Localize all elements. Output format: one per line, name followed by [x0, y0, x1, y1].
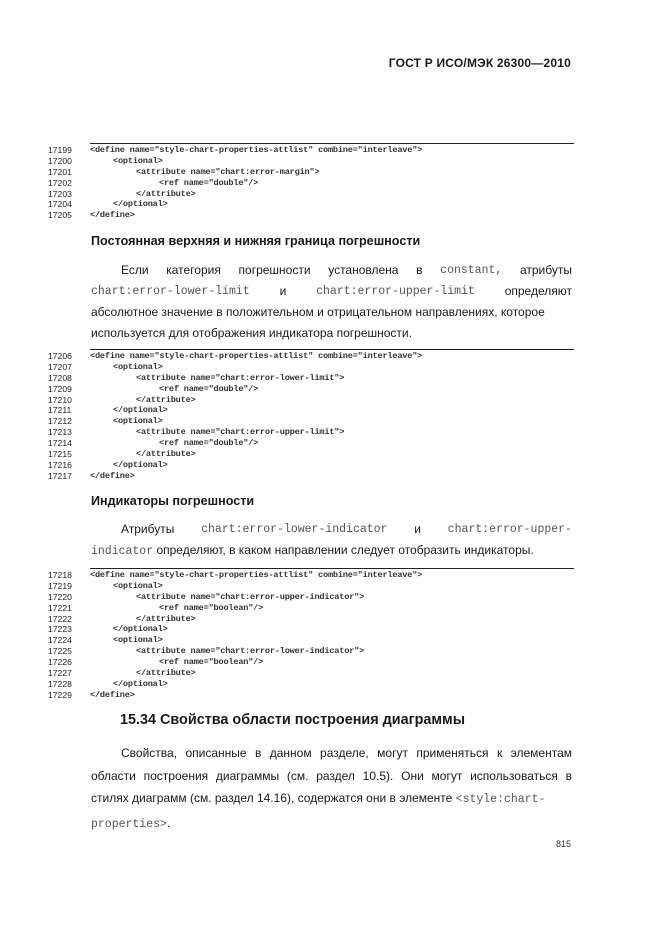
line-number: 17204 [48, 199, 72, 210]
word: атрибуты [519, 263, 572, 277]
line-number: 17205 [48, 210, 72, 221]
inline-code: chart:error-upper- [447, 523, 572, 536]
code-line [48, 427, 574, 438]
code-line [48, 156, 574, 167]
code-text: </attribute> [136, 188, 196, 199]
code-line [48, 384, 574, 395]
line-number: 17222 [48, 613, 72, 624]
code-line [48, 635, 574, 646]
line-number: 17216 [48, 459, 72, 470]
code-text: <attribute name="chart:error-lower-indicator"> [136, 646, 365, 657]
code-text: <optional> [113, 580, 163, 591]
code-text: <ref name="boolean"/> [159, 657, 264, 668]
word: установлена [328, 263, 399, 277]
code-line [48, 416, 574, 427]
code-line [48, 679, 574, 690]
code-line [48, 395, 574, 406]
code-text: <ref name="double"/> [159, 177, 259, 188]
line-number: 17206 [48, 351, 72, 361]
code-line [48, 603, 574, 614]
code-line [48, 581, 574, 592]
line-number: 17221 [48, 602, 72, 613]
code-listing-3 [48, 568, 574, 701]
code-line [48, 362, 574, 373]
line-number: 17215 [48, 449, 72, 460]
code-line [48, 668, 574, 679]
code-line [48, 199, 574, 210]
line-number: 17201 [48, 166, 72, 177]
word: и [279, 284, 287, 298]
line-number: 17229 [48, 689, 72, 700]
line-number: 17211 [48, 405, 72, 416]
line-number: 17199 [48, 145, 72, 155]
paragraph-line: области построения диаграммы (см. раздел 10.5). Они могут использоваться в [91, 768, 572, 783]
code-text: </optional> [113, 678, 168, 689]
paragraph-15-34 [91, 742, 572, 836]
heading-error-indicators: Индикаторы погрешности [91, 494, 255, 508]
inline-code: chart:error-upper-limit [316, 285, 475, 298]
line-number: 17207 [48, 361, 72, 372]
line-number: 17225 [48, 646, 72, 657]
code-text: <ref name="double"/> [159, 383, 259, 394]
code-line [48, 449, 574, 460]
code-text: <ref name="double"/> [159, 438, 259, 449]
paragraph-line: Свойства, описанные в данном разделе, могут применяться к элементам [121, 746, 572, 760]
code-text: <attribute name="chart:error-upper-indicator"> [136, 591, 365, 602]
line-number: 17200 [48, 155, 72, 166]
code-text: <define name="style-chart-properties-attlist" combine="interleave"> [90, 570, 423, 580]
line-number: 17209 [48, 383, 72, 394]
code-line [48, 592, 574, 603]
code-text: </optional> [113, 624, 168, 635]
inline-code: properties> [91, 817, 167, 831]
line-number: 17228 [48, 678, 72, 689]
inline-code: <style:chart- [455, 793, 546, 806]
code-text: <define name="style-chart-properties-attlist" combine="interleave"> [90, 351, 423, 361]
line-number: 17226 [48, 657, 72, 668]
line-number: 17217 [48, 470, 72, 481]
code-text: </define> [90, 210, 135, 221]
code-line [48, 690, 574, 701]
code-text: <ref name="boolean"/> [159, 602, 264, 613]
line-number: 17212 [48, 416, 72, 427]
code-line [48, 189, 574, 200]
code-text: <optional> [113, 155, 163, 166]
word: Если [121, 263, 149, 277]
code-line [48, 460, 574, 471]
section-title-15-34: 15.34 Свойства области построения диаграммы [120, 712, 465, 728]
word: и [414, 522, 421, 536]
inline-code: indicator [91, 545, 154, 558]
code-text: <optional> [113, 635, 163, 646]
code-line [48, 438, 574, 449]
code-text: </attribute> [136, 613, 196, 624]
code-line [48, 145, 574, 156]
word: категория [166, 263, 221, 277]
code-text: </optional> [113, 459, 168, 470]
code-text: <define name="style-chart-properties-attlist" combine="interleave"> [90, 145, 423, 155]
line-number: 17208 [48, 372, 72, 383]
document-header: ГОСТ Р ИСО/МЭК 26300—2010 [388, 56, 571, 70]
code-text: </define> [90, 470, 135, 481]
paragraph-error-indicators [91, 519, 572, 562]
paragraph-line: абсолютное значение в положительном и отрицательном направлениях, которое [91, 305, 545, 319]
code-line [48, 405, 574, 416]
paragraph-text: . [166, 815, 171, 830]
line-number: 17220 [48, 591, 72, 602]
inline-code: constant, [440, 264, 503, 277]
paragraph-line: используется для отображения индикатора погрешности. [91, 326, 412, 340]
word: Атрибуты [121, 522, 175, 536]
code-listing-2 [48, 349, 574, 482]
inline-code: chart:error-lower-indicator [201, 523, 388, 536]
code-text: </attribute> [136, 668, 196, 679]
code-text: <attribute name="chart:error-lower-limit"> [136, 372, 345, 383]
code-text: </attribute> [136, 394, 196, 405]
code-text: </optional> [113, 405, 168, 416]
code-line [48, 657, 574, 668]
page-number: 815 [555, 839, 571, 849]
code-line [48, 373, 574, 384]
code-top-rule [90, 349, 574, 350]
word: погрешности [238, 263, 311, 277]
code-top-rule [90, 568, 574, 569]
word: в [416, 263, 423, 277]
line-number: 17227 [48, 668, 72, 679]
paragraph-error-bounds [91, 260, 572, 344]
code-text: </attribute> [136, 449, 196, 460]
paragraph-text: стилях диаграмм (см. раздел 14.16), содержатся они в элементе [91, 791, 456, 805]
code-line [48, 471, 574, 482]
code-line [48, 614, 574, 625]
code-listing-1 [48, 143, 574, 221]
code-text: <optional> [113, 361, 163, 372]
line-number: 17213 [48, 427, 72, 438]
line-number: 17219 [48, 580, 72, 591]
paragraph-text: определяют, в каком направлении следует отобразить индикаторы. [153, 543, 534, 557]
code-text: <attribute name="chart:error-upper-limit"> [136, 427, 345, 438]
code-text: </optional> [113, 199, 168, 210]
line-number: 17223 [48, 624, 72, 635]
line-number: 17218 [48, 570, 72, 580]
inline-code: chart:error-lower-limit [91, 285, 250, 298]
code-text: <optional> [113, 416, 163, 427]
code-line [48, 351, 574, 362]
line-number: 17210 [48, 394, 72, 405]
code-line [48, 210, 574, 221]
word: определяют [504, 284, 572, 298]
line-number: 17202 [48, 177, 72, 188]
code-line [48, 646, 574, 657]
code-line [48, 167, 574, 178]
code-text: <attribute name="chart:error-margin"> [136, 166, 320, 177]
code-line [48, 570, 574, 581]
heading-error-bounds: Постоянная верхняя и нижняя граница погрешности [91, 234, 421, 248]
line-number: 17214 [48, 438, 72, 449]
line-number: 17224 [48, 635, 72, 646]
code-top-rule [90, 143, 574, 144]
code-text: </define> [90, 689, 135, 700]
code-line [48, 178, 574, 189]
code-line [48, 624, 574, 635]
line-number: 17203 [48, 188, 72, 199]
